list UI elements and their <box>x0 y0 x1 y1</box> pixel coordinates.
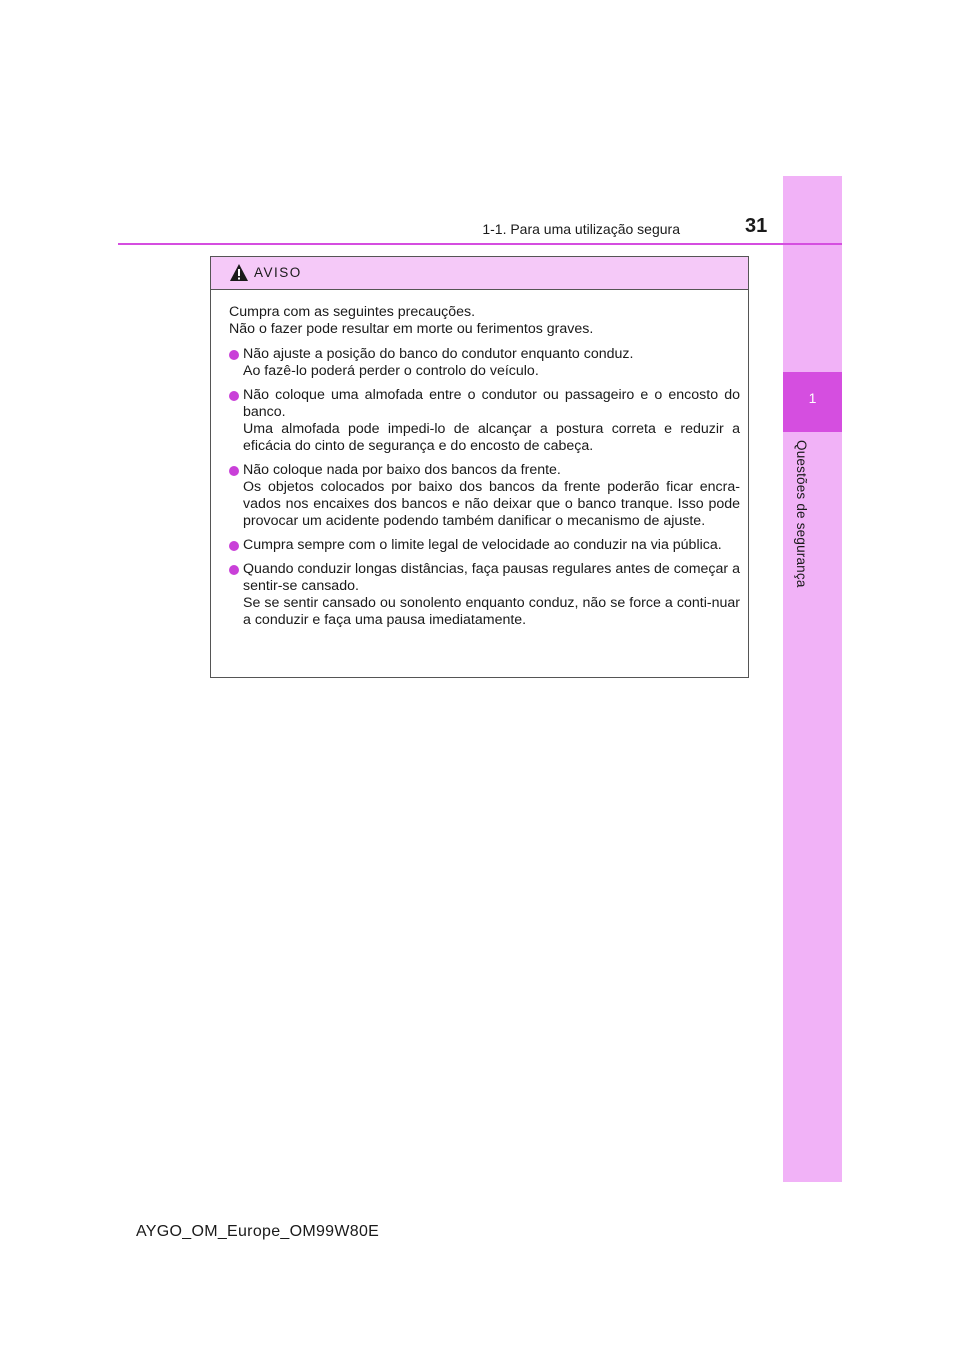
warning-header <box>211 257 748 290</box>
warning-bullet <box>229 462 740 530</box>
intro-line: Não o fazer pode resultar em morte ou ferimentos graves. <box>229 321 594 337</box>
intro-line: Cumpra com as seguintes precauções. <box>229 304 476 320</box>
warning-bullet <box>229 561 740 629</box>
warning-label: AVISO <box>254 265 302 280</box>
bullet-line: Não ajuste a posição do banco do condutor enquanto conduz. <box>243 346 634 362</box>
bullet-dot-icon <box>229 350 239 360</box>
bullet-dot-icon <box>229 466 239 476</box>
chapter-number: 1 <box>808 390 817 406</box>
page-number: 31 <box>745 215 768 237</box>
warning-bullet <box>229 346 740 380</box>
bullet-line: Não coloque uma almofada entre o condutor ou passageiro e o encosto do banco. <box>243 387 740 420</box>
bullet-line: Cumpra sempre com o limite legal de velocidade ao conduzir na via pública. <box>243 537 722 553</box>
warning-bullet <box>229 387 740 455</box>
warning-intro <box>229 304 740 338</box>
warning-triangle-icon <box>229 263 249 282</box>
bullet-dot-icon <box>229 565 239 575</box>
header-rule <box>118 243 842 245</box>
bullet-line: Se se sentir cansado ou sonolento enquanto conduz, não se force a conti-nuar a conduzir e faça uma pausa imediatamente. <box>243 595 740 628</box>
chapter-side-tab <box>783 176 842 1182</box>
bullet-line: Quando conduzir longas distâncias, faça pausas regulares antes de começar a sentir-se cansado. <box>243 561 740 594</box>
warning-bullet <box>229 537 740 554</box>
bullet-line: Ao fazê-lo poderá perder o controlo do veículo. <box>243 363 539 379</box>
bullet-line: Uma almofada pode impedi-lo de alcançar a postura correta e reduzir a eficácia do cinto de segurança e do encosto de cabeça. <box>243 421 740 454</box>
section-title: 1-1. Para uma utilização segura <box>482 221 680 237</box>
bullet-dot-icon <box>229 541 239 551</box>
bullet-line: Os objetos colocados por baixo dos bancos da frente poderão ficar encra-vados nos encaixes dos bancos e não deixar que o banco tranque. Isso pode provocar um acidente podendo também danificar o mecanismo de ajuste. <box>243 479 740 529</box>
bullet-dot-icon <box>229 391 239 401</box>
chapter-title: Questões de segurança <box>794 440 809 588</box>
warning-box <box>210 256 749 678</box>
bullet-line: Não coloque nada por baixo dos bancos da frente. <box>243 462 561 478</box>
warning-body <box>211 290 748 629</box>
document-code: AYGO_OM_Europe_OM99W80E <box>136 1223 380 1240</box>
